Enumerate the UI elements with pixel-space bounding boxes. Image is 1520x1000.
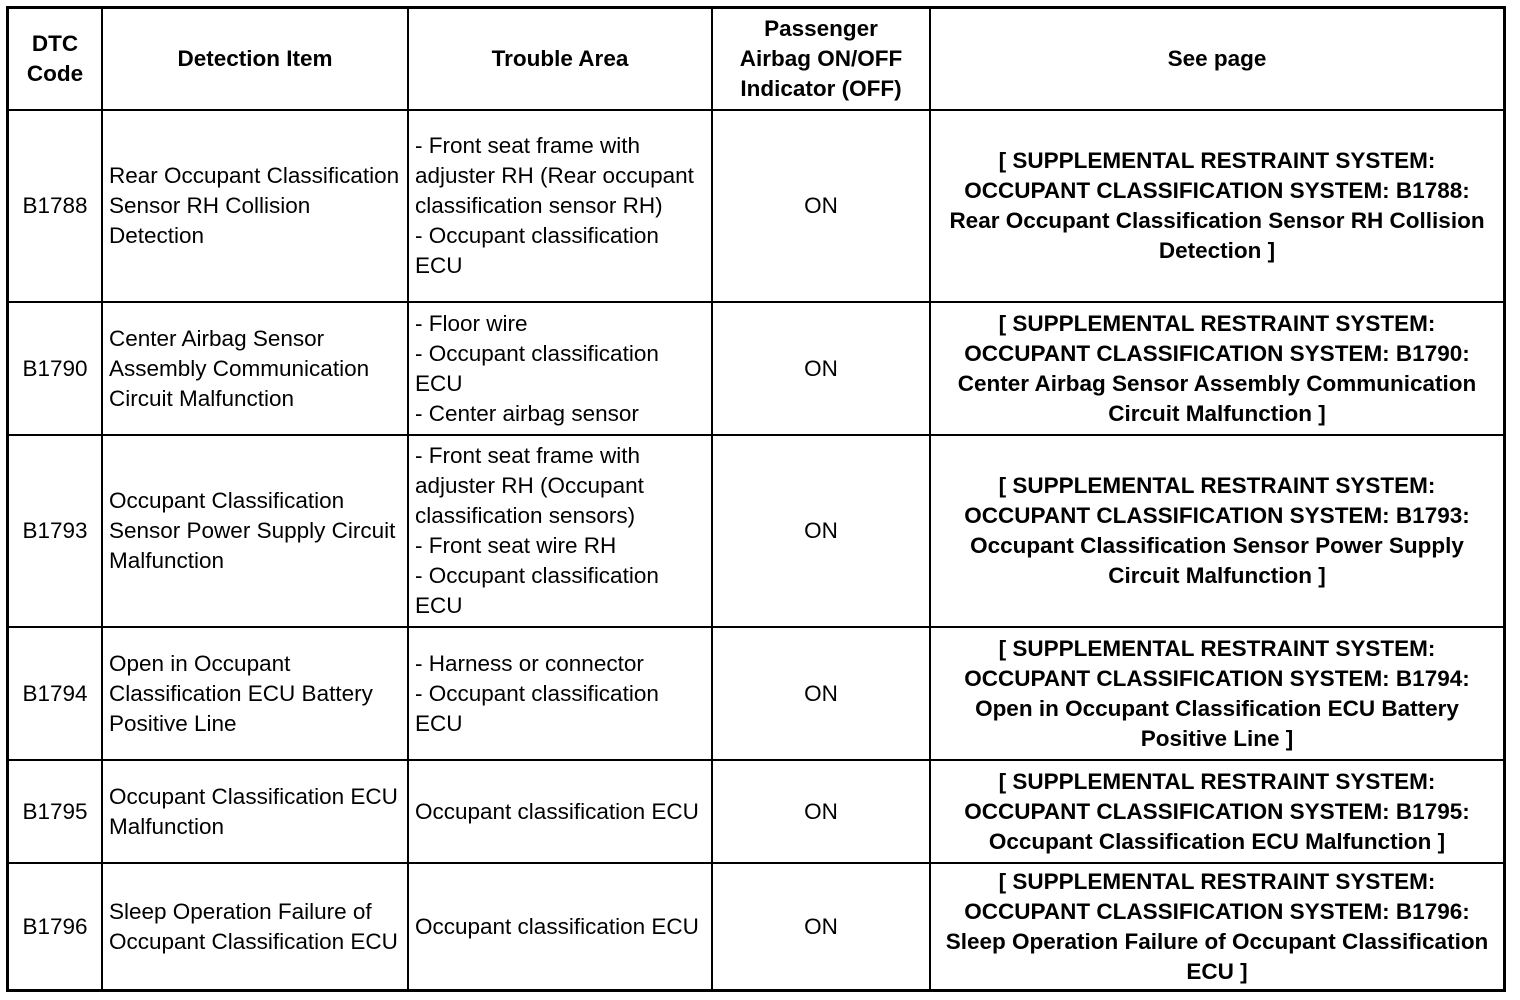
trouble-area-line: - Center airbag sensor [415,400,639,426]
trouble-area-line: - Front seat frame with adjuster RH (Occupant classification sensors) [415,443,644,528]
indicator-cell: ON [712,110,930,302]
trouble-area-line: - Occupant classification ECU [415,223,659,278]
trouble-area-line: - Front seat wire RH [415,533,617,558]
header-indicator-line: Indicator (OFF) [740,76,902,101]
detection-item-cell: Open in Occupant Classification ECU Battery Positive Line [102,627,408,760]
trouble-area-line: - Front seat frame with adjuster RH (Rear occupant classification sensor RH) [415,133,694,218]
dtc-code-cell: B1795 [9,760,102,863]
header-dtc-code-line: Code [26,61,84,86]
trouble-area-cell [408,302,712,435]
trouble-area-cell [408,627,712,760]
dtc-table [9,9,1503,989]
indicator-cell: ON [712,760,930,863]
dtc-code-cell: B1790 [9,302,102,435]
dtc-code-cell: B1796 [9,863,102,989]
table-row [9,302,1503,435]
header-trouble-area: Trouble Area [408,9,712,110]
header-row [9,9,1503,110]
header-indicator [712,9,930,110]
trouble-area-cell [408,110,712,302]
see-page-link[interactable]: [ SUPPLEMENTAL RESTRAINT SYSTEM: OCCUPANT CLASSIFICATION SYSTEM: B1795: Occupant Classification ECU Malfunction ] [930,760,1503,863]
dtc-code-cell: B1793 [9,435,102,627]
table-row [9,627,1503,760]
table-row [9,435,1503,627]
trouble-area-line: Occupant classification ECU [415,798,699,824]
dtc-code-cell: B1788 [9,110,102,302]
header-detection-item: Detection Item [102,9,408,110]
dtc-table-frame [6,6,1506,992]
trouble-area-line: - Occupant classification ECU [415,340,659,396]
see-page-link[interactable]: [ SUPPLEMENTAL RESTRAINT SYSTEM: OCCUPANT CLASSIFICATION SYSTEM: B1788: Rear Occupant Classification Sensor RH Collision Detection ] [930,110,1503,302]
see-page-link[interactable]: [ SUPPLEMENTAL RESTRAINT SYSTEM: OCCUPANT CLASSIFICATION SYSTEM: B1796: Sleep Operation Failure of Occupant Classification ECU ] [930,863,1503,989]
table-row [9,110,1503,302]
header-see-page: See page [930,9,1503,110]
trouble-area-cell [408,863,712,989]
detection-item-cell: Rear Occupant Classification Sensor RH Collision Detection [102,110,408,302]
detection-item-cell: Occupant Classification ECU Malfunction [102,760,408,863]
header-dtc-code-line: DTC [31,31,79,56]
see-page-link[interactable]: [ SUPPLEMENTAL RESTRAINT SYSTEM: OCCUPANT CLASSIFICATION SYSTEM: B1790: Center Airbag Sensor Assembly Communication Circuit Malfunction ] [930,302,1503,435]
trouble-area-cell [408,760,712,863]
table-row [9,760,1503,863]
detection-item-cell: Occupant Classification Sensor Power Supply Circuit Malfunction [102,435,408,627]
header-indicator-line: Passenger [764,16,878,41]
trouble-area-line: - Occupant classification ECU [415,563,659,618]
table-row [9,863,1503,989]
indicator-cell: ON [712,863,930,989]
header-dtc-code [9,9,102,110]
trouble-area-line: - Floor wire [415,310,528,336]
indicator-cell: ON [712,627,930,760]
indicator-cell: ON [712,435,930,627]
trouble-area-line: - Harness or connector [415,650,644,676]
detection-item-cell: Sleep Operation Failure of Occupant Classification ECU [102,863,408,989]
trouble-area-line: Occupant classification ECU [415,913,699,939]
detection-item-cell: Center Airbag Sensor Assembly Communication Circuit Malfunction [102,302,408,435]
header-indicator-line: Airbag ON/OFF [739,46,903,71]
trouble-area-line: - Occupant classification ECU [415,680,659,736]
see-page-link[interactable]: [ SUPPLEMENTAL RESTRAINT SYSTEM: OCCUPANT CLASSIFICATION SYSTEM: B1794: Open in Occupant Classification ECU Battery Positive Line ] [930,627,1503,760]
indicator-cell: ON [712,302,930,435]
see-page-link[interactable]: [ SUPPLEMENTAL RESTRAINT SYSTEM: OCCUPANT CLASSIFICATION SYSTEM: B1793: Occupant Classification Sensor Power Supply Circuit Malfunction ] [930,435,1503,627]
dtc-code-cell: B1794 [9,627,102,760]
trouble-area-cell [408,435,712,627]
